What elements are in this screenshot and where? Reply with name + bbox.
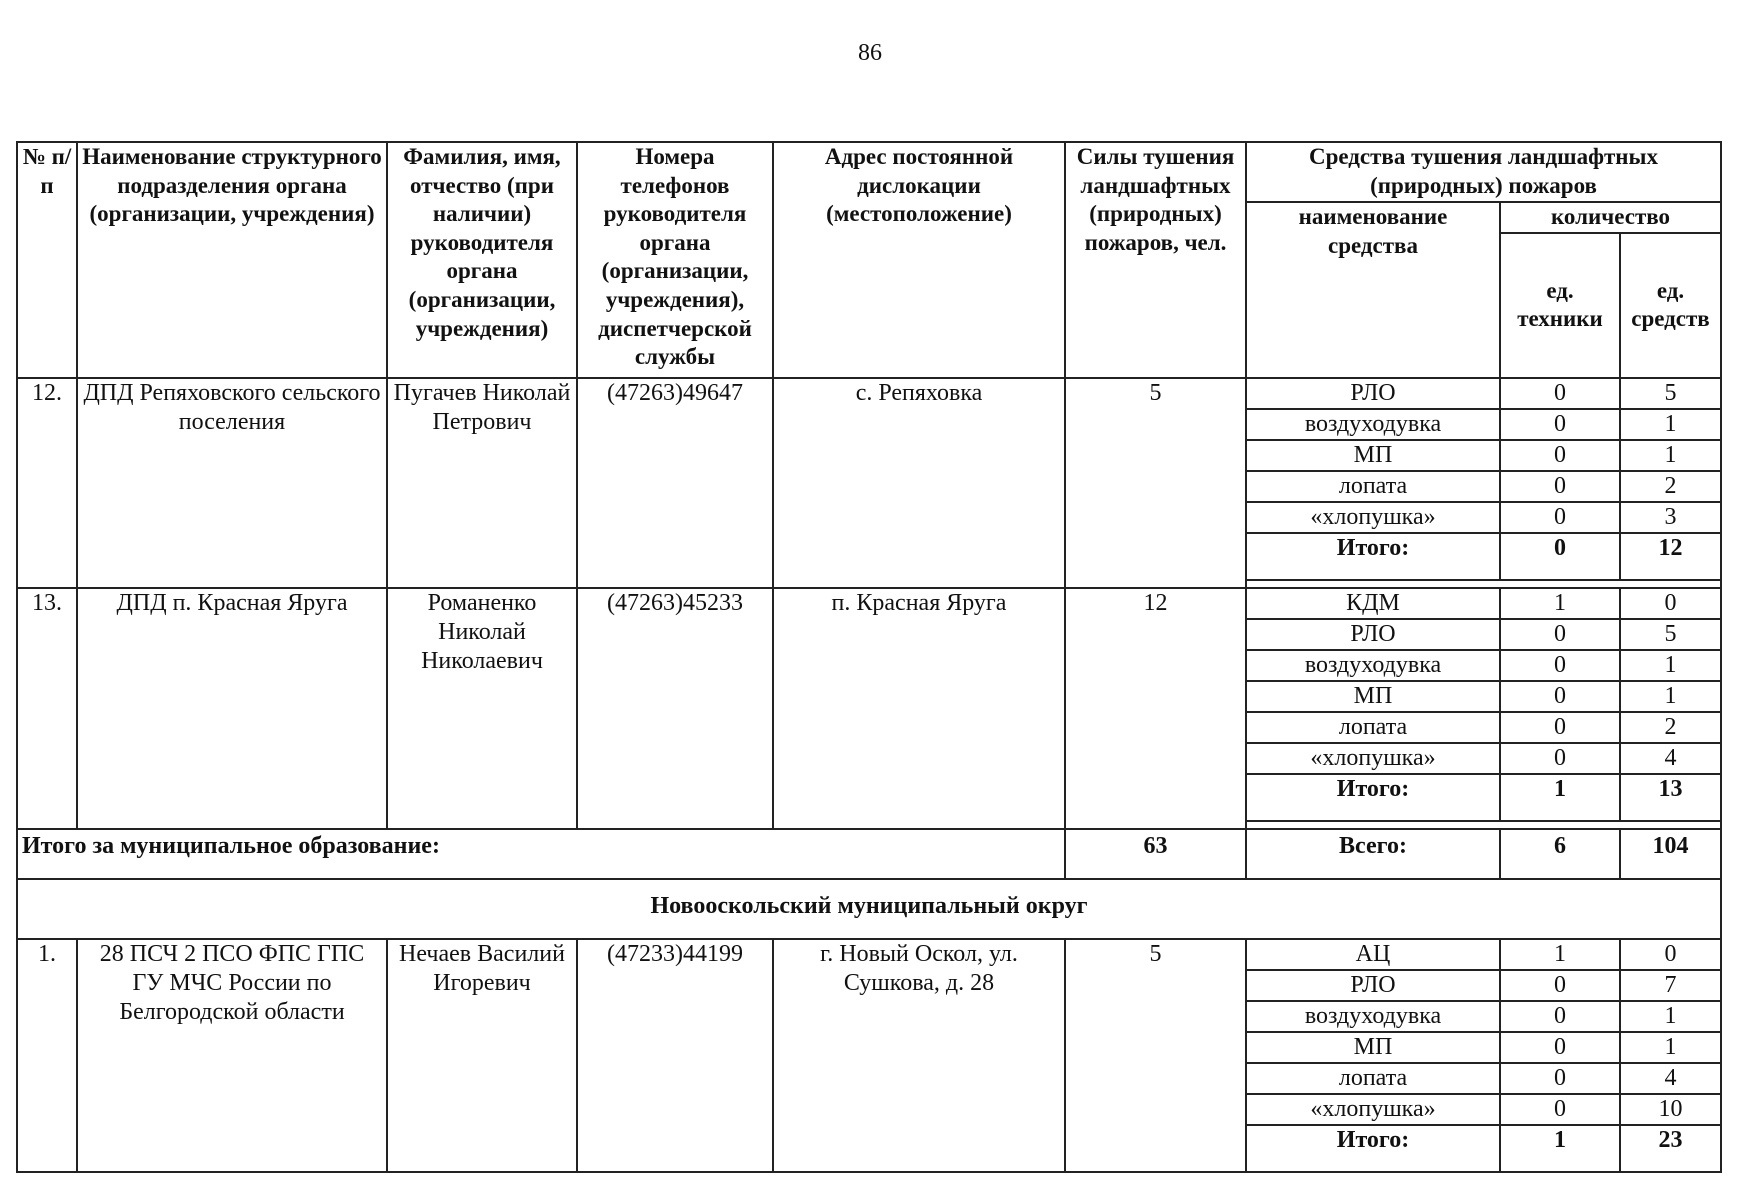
- section-row: [17, 879, 1721, 939]
- item-eq: 0: [1500, 1001, 1620, 1032]
- row-num: 13.: [17, 588, 77, 829]
- item-means: 1: [1620, 650, 1721, 681]
- subtotal-means: 13: [1620, 774, 1721, 821]
- subtotal-means: 23: [1620, 1125, 1721, 1172]
- item-eq: 0: [1500, 1094, 1620, 1125]
- header-units-equipment: ед. техники: [1500, 233, 1620, 378]
- item-eq: 0: [1500, 712, 1620, 743]
- fire-resources-table: [16, 141, 1722, 1173]
- header-units-means: ед. средств: [1620, 233, 1721, 378]
- row-forces: 5: [1065, 939, 1246, 1172]
- municipal-total-all-label: Всего:: [1246, 829, 1500, 879]
- item-name: лопата: [1246, 1063, 1500, 1094]
- row-head-name: Романенко Николай Николаевич: [387, 588, 577, 829]
- item-eq: 0: [1500, 970, 1620, 1001]
- header-unit-name: Наименование структурного подразделения органа (организации, учреждения): [77, 142, 387, 378]
- item-name: РЛО: [1246, 378, 1500, 409]
- item-means: 5: [1620, 619, 1721, 650]
- header-means-name: наименование средства: [1246, 202, 1500, 378]
- item-means: 7: [1620, 970, 1721, 1001]
- item-name: АЦ: [1246, 939, 1500, 970]
- item-eq: 0: [1500, 1032, 1620, 1063]
- item-means: 2: [1620, 471, 1721, 502]
- header-phones: Номера телефонов руководителя органа (организации, учреждения), диспетчерской службы: [577, 142, 773, 378]
- item-eq: 0: [1500, 619, 1620, 650]
- item-means: 0: [1620, 588, 1721, 619]
- item-eq: 1: [1500, 939, 1620, 970]
- row-forces: 12: [1065, 588, 1246, 829]
- item-means: 3: [1620, 502, 1721, 533]
- item-means: 1: [1620, 1001, 1721, 1032]
- row-num: 1.: [17, 939, 77, 1172]
- row-head-name: Пугачев Николай Петрович: [387, 378, 577, 588]
- item-means: 2: [1620, 712, 1721, 743]
- table-row: [17, 378, 1721, 409]
- item-eq: 0: [1500, 1063, 1620, 1094]
- item-name: РЛО: [1246, 970, 1500, 1001]
- spacer: [1246, 821, 1721, 829]
- header-head-name: Фамилия, имя, отчество (при наличии) руководителя органа (организации, учреждения): [387, 142, 577, 378]
- item-name: лопата: [1246, 712, 1500, 743]
- item-name: МП: [1246, 440, 1500, 471]
- header-quantity: количество: [1500, 202, 1721, 233]
- row-num: 12.: [17, 378, 77, 588]
- municipal-total-label: Итого за муниципальное образование:: [17, 829, 1065, 879]
- item-eq: 0: [1500, 378, 1620, 409]
- header-forces: Силы тушения ландшафтных (природных) пожаров, чел.: [1065, 142, 1246, 378]
- item-name: воздуходувка: [1246, 409, 1500, 440]
- municipal-total-eq: 6: [1500, 829, 1620, 879]
- item-eq: 1: [1500, 588, 1620, 619]
- header-row: [17, 142, 1721, 202]
- header-num: № п/п: [17, 142, 77, 378]
- item-eq: 0: [1500, 650, 1620, 681]
- subtotal-means: 12: [1620, 533, 1721, 580]
- row-unit-name: ДПД Репяховского сельского поселения: [77, 378, 387, 588]
- item-means: 0: [1620, 939, 1721, 970]
- item-name: воздуходувка: [1246, 650, 1500, 681]
- row-unit-name: ДПД п. Красная Яруга: [77, 588, 387, 829]
- item-name: «хлопушка»: [1246, 1094, 1500, 1125]
- row-phone: (47233)44199: [577, 939, 773, 1172]
- subtotal-eq: 1: [1500, 1125, 1620, 1172]
- item-name: «хлопушка»: [1246, 502, 1500, 533]
- municipal-total-means: 104: [1620, 829, 1721, 879]
- item-eq: 0: [1500, 471, 1620, 502]
- municipal-total-row: [17, 829, 1721, 879]
- item-eq: 0: [1500, 409, 1620, 440]
- row-address: с. Репяховка: [773, 378, 1065, 588]
- item-name: лопата: [1246, 471, 1500, 502]
- item-means: 1: [1620, 409, 1721, 440]
- item-eq: 0: [1500, 440, 1620, 471]
- item-eq: 0: [1500, 681, 1620, 712]
- page-number: 86: [858, 40, 882, 66]
- spacer: [1246, 580, 1721, 588]
- municipal-total-forces: 63: [1065, 829, 1246, 879]
- table-row: [17, 939, 1721, 970]
- subtotal-eq: 1: [1500, 774, 1620, 821]
- item-means: 1: [1620, 440, 1721, 471]
- subtotal-label: Итого:: [1246, 1125, 1500, 1172]
- subtotal-label: Итого:: [1246, 774, 1500, 821]
- item-eq: 0: [1500, 502, 1620, 533]
- row-address: г. Новый Оскол, ул. Сушкова, д. 28: [773, 939, 1065, 1172]
- item-name: «хлопушка»: [1246, 743, 1500, 774]
- header-means: Средства тушения ландшафтных (природных) пожаров: [1246, 142, 1721, 202]
- item-means: 10: [1620, 1094, 1721, 1125]
- row-phone: (47263)49647: [577, 378, 773, 588]
- item-means: 4: [1620, 743, 1721, 774]
- header-address: Адрес постоянной дислокации (местоположение): [773, 142, 1065, 378]
- item-eq: 0: [1500, 743, 1620, 774]
- item-means: 4: [1620, 1063, 1721, 1094]
- item-name: воздуходувка: [1246, 1001, 1500, 1032]
- item-name: МП: [1246, 681, 1500, 712]
- item-name: РЛО: [1246, 619, 1500, 650]
- row-unit-name: 28 ПСЧ 2 ПСО ФПС ГПС ГУ МЧС России по Белгородской области: [77, 939, 387, 1172]
- item-name: КДМ: [1246, 588, 1500, 619]
- subtotal-eq: 0: [1500, 533, 1620, 580]
- row-address: п. Красная Яруга: [773, 588, 1065, 829]
- item-name: МП: [1246, 1032, 1500, 1063]
- table-row: [17, 588, 1721, 619]
- row-head-name: Нечаев Василий Игоревич: [387, 939, 577, 1172]
- item-means: 1: [1620, 681, 1721, 712]
- subtotal-label: Итого:: [1246, 533, 1500, 580]
- row-forces: 5: [1065, 378, 1246, 588]
- item-means: 5: [1620, 378, 1721, 409]
- item-means: 1: [1620, 1032, 1721, 1063]
- row-phone: (47263)45233: [577, 588, 773, 829]
- section-title: Новооскольский муниципальный округ: [17, 879, 1721, 939]
